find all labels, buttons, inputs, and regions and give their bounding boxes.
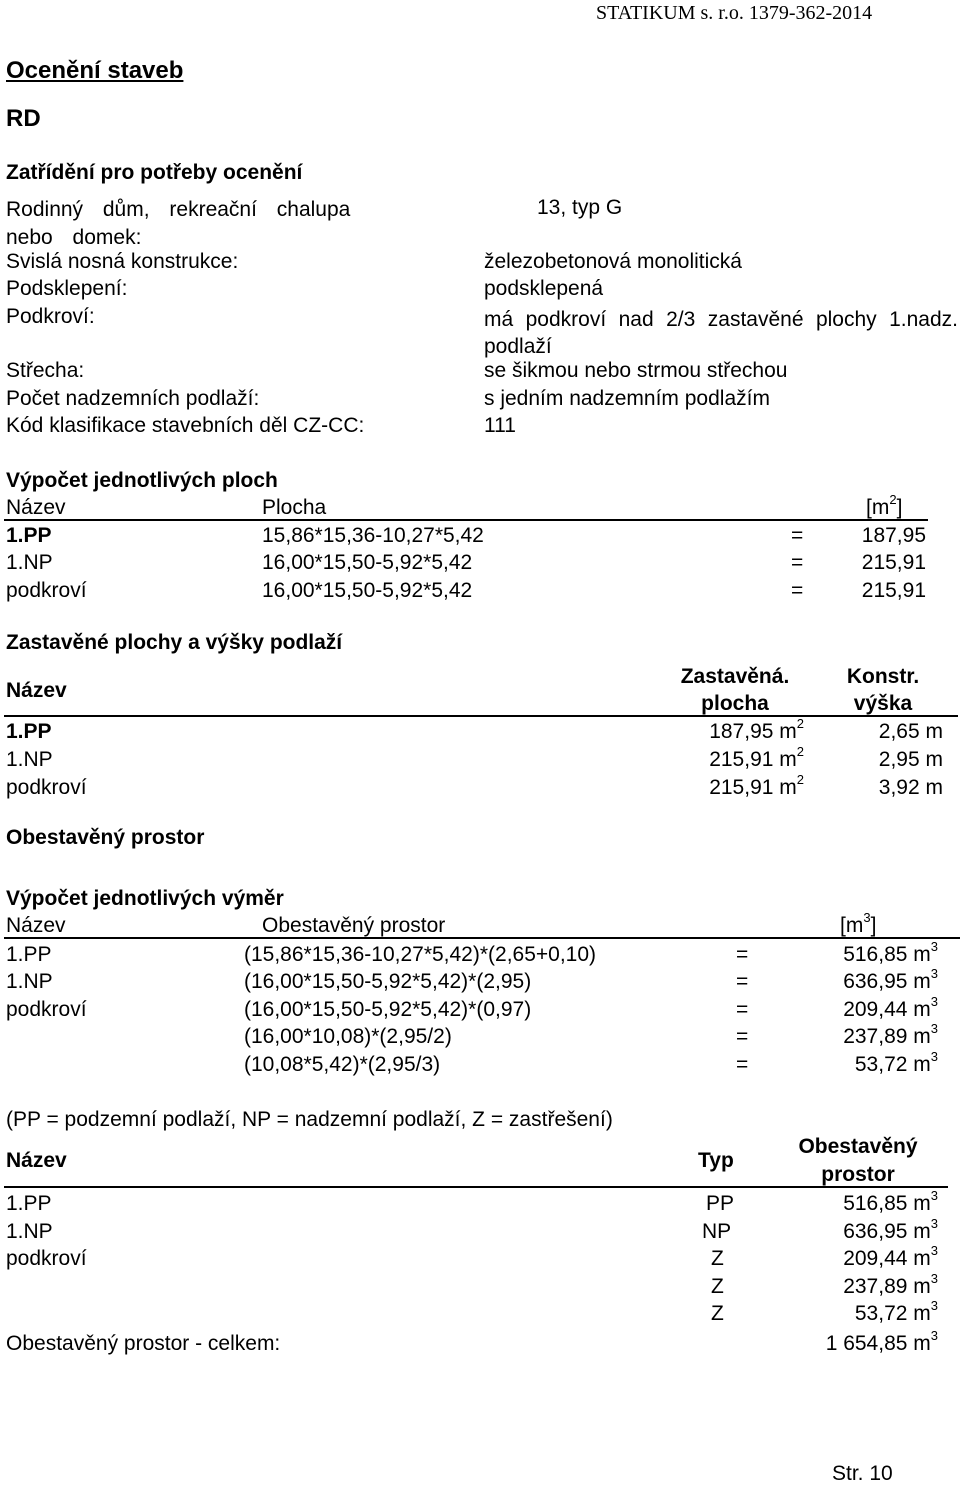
table-row-value: 209,44 $m^3$	[843, 1243, 938, 1270]
table-row-area: 215,91 $m^2$	[709, 772, 804, 799]
areas-col-unit: $[m^2]$	[866, 492, 903, 519]
table-row-name: podkroví	[6, 998, 87, 1021]
classification-label: Svislá nosná konstrukce:	[6, 250, 239, 273]
table-row-value: 237,89 $m^3$	[843, 1271, 938, 1298]
summary-col-name: Název	[6, 1149, 67, 1172]
summary-col-volume: prostor	[821, 1163, 895, 1186]
built-heading: Zastavěné plochy a výšky podlaží	[6, 631, 343, 654]
classification-label: Počet nadzemních podlaží:	[6, 387, 260, 410]
built-col-area: plocha	[701, 692, 769, 715]
table-row-value: 209,44 $m^3$	[843, 994, 938, 1021]
table-row-type: NP	[702, 1220, 732, 1243]
volume-col-unit: $[m^3]$	[840, 910, 877, 937]
volume-heading: Obestavěný prostor	[6, 826, 205, 849]
classification-value: se šikmou nebo strmou střechou	[484, 359, 788, 382]
table-row-name: 1.NP	[6, 1220, 53, 1243]
built-col-area: Zastavěná.	[680, 665, 790, 688]
table-row-formula: (16,00*15,50-5,92*5,42)*(0,97)	[244, 998, 532, 1021]
table-row-eq: =	[736, 1025, 749, 1048]
page-subtitle: RD	[6, 105, 41, 132]
table-row-value: 516,85 $m^3$	[843, 939, 938, 966]
table-row-name: podkroví	[6, 776, 87, 799]
table-row-eq: =	[736, 1053, 749, 1076]
table-row-eq: =	[791, 524, 804, 547]
classification-value: s jedním nadzemním podlažím	[484, 387, 770, 410]
table-row-eq: =	[736, 970, 749, 993]
table-row-area: 187,95 $m^2$	[709, 716, 804, 743]
table-row-eq: =	[736, 943, 749, 966]
table-row-value: 636,95 $m^3$	[843, 1216, 938, 1243]
table-row-name: 1.NP	[6, 970, 53, 993]
table-row-eq: =	[791, 579, 804, 602]
table-row-type: Z	[711, 1275, 724, 1298]
header-company: STATIKUM s. r.o. 1379-362-2014	[596, 2, 873, 24]
built-col-height: Konstr.	[846, 665, 920, 688]
table-row-formula: 15,86*15,36-10,27*5,42	[262, 524, 484, 547]
table-row-value: 215,91	[861, 579, 926, 602]
table-row-height: 2,95 m	[878, 748, 943, 771]
total-value: 1 654,85 $m^3$	[825, 1328, 938, 1355]
table-row-eq: =	[791, 551, 804, 574]
table-row-name: podkroví	[6, 579, 87, 602]
page-title: Ocenění staveb	[6, 57, 184, 84]
table-row-formula: 16,00*15,50-5,92*5,42	[262, 551, 473, 574]
table-row-value: 237,89 $m^3$	[843, 1021, 938, 1048]
built-col-height: výška	[853, 692, 913, 715]
table-row-type: Z	[711, 1302, 724, 1325]
classification-value: má podkroví nad 2/3 zastavěné plochy 1.nadz. podlaží	[484, 308, 958, 358]
divider	[4, 937, 960, 939]
table-row-name: 1.PP	[6, 1192, 52, 1215]
table-row-type: Z	[711, 1247, 724, 1270]
summary-col-volume: Obestavěný	[798, 1135, 918, 1158]
table-row-formula: (16,00*15,50-5,92*5,42)*(2,95)	[244, 970, 532, 993]
classification-label: Podsklepení:	[6, 277, 128, 300]
areas-heading: Výpočet jednotlivých ploch	[6, 469, 278, 492]
classification-value: železobetonová monolitická	[484, 250, 742, 273]
table-row-name: 1.NP	[6, 748, 53, 771]
volume-subheading: Výpočet jednotlivých výměr	[6, 887, 284, 910]
divider	[4, 715, 958, 717]
table-row-value: 53,72 $m^3$	[854, 1298, 938, 1325]
summary-col-type: Typ	[698, 1149, 734, 1172]
table-row-type: PP	[706, 1192, 735, 1215]
classification-label: Střecha:	[6, 359, 85, 382]
classification-value: podsklepená	[484, 277, 604, 300]
classification-label: Rodinný dům, rekreační chalupa nebo domek:	[6, 198, 351, 249]
table-row-value: 215,91	[861, 551, 926, 574]
table-row-formula: (10,08*5,42)*(2,95/3)	[244, 1053, 441, 1076]
table-row-value: 187,95	[861, 524, 926, 547]
classification-label: Kód klasifikace stavebních děl CZ-CC:	[6, 414, 365, 437]
table-row-name: 1.PP	[6, 943, 52, 966]
divider	[4, 519, 928, 521]
table-row-value: 516,85 $m^3$	[843, 1188, 938, 1215]
table-row-value: 636,95 $m^3$	[843, 966, 938, 993]
table-row-eq: =	[736, 998, 749, 1021]
table-row-name: podkroví	[6, 1247, 87, 1270]
table-row-height: 2,65 m	[878, 720, 943, 743]
areas-col-name: Název	[6, 496, 66, 519]
table-row-formula: (15,86*15,36-10,27*5,42)*(2,65+0,10)	[244, 943, 597, 966]
classification-label: Podkroví:	[6, 305, 95, 328]
classification-heading: Zatřídění pro potřeby ocenění	[6, 161, 303, 184]
table-row-value: 53,72 $m^3$	[854, 1049, 938, 1076]
summary-legend: (PP = podzemní podlaží, NP = nadzemní podlaží, Z = zastřešení)	[6, 1108, 613, 1131]
table-row-height: 3,92 m	[878, 776, 943, 799]
table-row-formula: (16,00*10,08)*(2,95/2)	[244, 1025, 452, 1048]
divider	[4, 1186, 948, 1188]
classification-value: 13, typ G	[537, 196, 623, 219]
table-row-area: 215,91 $m^2$	[709, 744, 804, 771]
built-col-name: Název	[6, 679, 67, 702]
total-label: Obestavěný prostor - celkem:	[6, 1332, 281, 1355]
volume-col-name: Název	[6, 914, 66, 937]
areas-col-area: Plocha	[262, 496, 327, 519]
table-row-name: 1.PP	[6, 720, 52, 743]
volume-col-volume: Obestavěný prostor	[262, 914, 446, 937]
table-row-name: 1.PP	[6, 524, 52, 547]
table-row-name: 1.NP	[6, 551, 53, 574]
classification-value: 111	[484, 414, 516, 437]
page-number: Str. 10	[832, 1462, 893, 1485]
table-row-formula: 16,00*15,50-5,92*5,42	[262, 579, 473, 602]
